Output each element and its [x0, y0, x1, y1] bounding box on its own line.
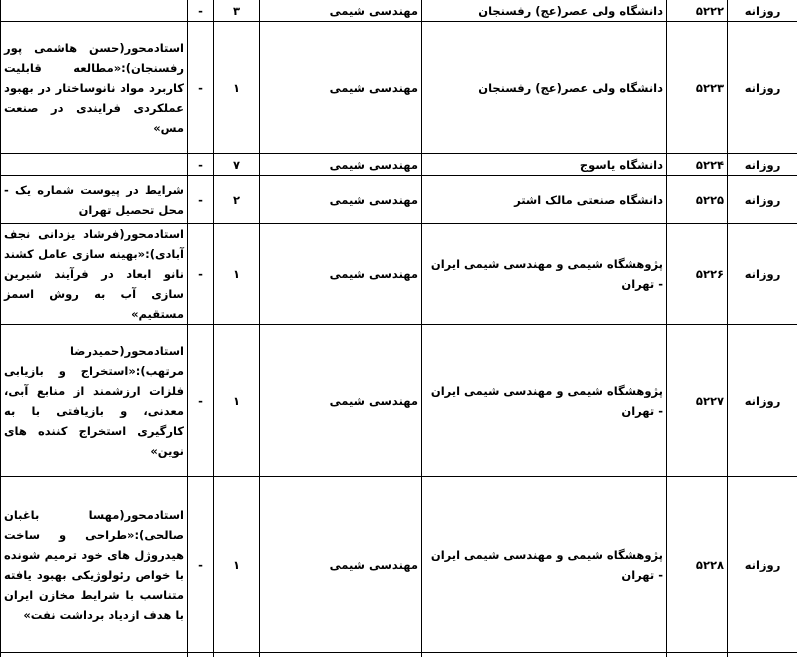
- cell-capacity: ۲: [214, 176, 260, 224]
- cell-course-type: روزانه: [728, 477, 797, 653]
- cell-notes: استادمحور(مهسا باغبان صالحی):«طراحی و ساخت هیدروژل های خود ترمیم شونده با خواص رئولوژیکی بهبود یافته متناسب با شرایط مخازن ایران با هدف ازدیاد برداشت نفت»: [1, 477, 188, 653]
- cell-field-name: مهندسی شیمی: [260, 0, 422, 22]
- cell-university: [422, 653, 667, 657]
- cell-notes: شرایط در پیوست شماره یک - محل تحصیل تهران: [1, 176, 188, 224]
- cell-field-name: مهندسی شیمی: [260, 154, 422, 176]
- cell-capacity: ۱: [214, 325, 260, 477]
- cell-field-name: مهندسی شیمی: [260, 22, 422, 154]
- cell-notes: استادمحور(فرشاد یزدانی نجف آبادی):«بهینه سازی عامل کشند نانو ابعاد در فرآیند شیرین سازی آب به روش اسمز مستقیم»: [1, 224, 188, 325]
- cell-capacity: ۷: [214, 154, 260, 176]
- cell-capacity: ۱: [214, 477, 260, 653]
- table-row: [1, 0, 797, 22]
- cell-notes: [1, 0, 188, 22]
- table-row: [1, 22, 797, 154]
- table-row: [1, 653, 797, 657]
- cell-course-type: روزانه: [728, 176, 797, 224]
- cell-field-code: ۵۲۲۸: [667, 477, 728, 653]
- cell-course-type: روزانه: [728, 154, 797, 176]
- cell-field-code: ۵۲۲۶: [667, 224, 728, 325]
- cell-field-code: ۵۲۲۳: [667, 22, 728, 154]
- cell-dash: -: [188, 325, 214, 477]
- cell-field-name: مهندسی شیمی: [260, 325, 422, 477]
- cell-university: دانشگاه صنعتی مالک اشتر: [422, 176, 667, 224]
- cell-notes: استادمحور(حسن هاشمی پور رفسنجان):«مطالعه قابلیت کاربرد مواد نانوساختار در بهبود عملکردی فرایندی در صنعت مس»: [1, 22, 188, 154]
- cell-capacity: [214, 653, 260, 657]
- cell-dash: -: [188, 224, 214, 325]
- cell-course-type: روزانه: [728, 0, 797, 22]
- cell-field-code: ۵۲۲۴: [667, 154, 728, 176]
- cell-field-name: مهندسی شیمی: [260, 477, 422, 653]
- cell-capacity: ۳: [214, 0, 260, 22]
- cell-field-code: [667, 653, 728, 657]
- cell-field-name: [260, 653, 422, 657]
- cell-notes: [1, 653, 188, 657]
- cell-university: پژوهشگاه شیمی و مهندسی شیمی ایران - تهران: [422, 325, 667, 477]
- cell-university: پژوهشگاه شیمی و مهندسی شیمی ایران - تهران: [422, 477, 667, 653]
- cell-dash: -: [188, 0, 214, 22]
- table-row: [1, 477, 797, 653]
- cell-capacity: ۱: [214, 22, 260, 154]
- cell-university: دانشگاه یاسوج: [422, 154, 667, 176]
- cell-notes: [1, 154, 188, 176]
- cell-dash: -: [188, 22, 214, 154]
- table-row: [1, 224, 797, 325]
- cell-course-type: روزانه: [728, 325, 797, 477]
- cell-dash: -: [188, 477, 214, 653]
- cell-university: دانشگاه ولی عصر(عج) رفسنجان: [422, 22, 667, 154]
- cell-dash: [188, 653, 214, 657]
- cell-dash: -: [188, 154, 214, 176]
- cell-field-name: مهندسی شیمی: [260, 224, 422, 325]
- table-row: [1, 176, 797, 224]
- cell-notes: استادمحور(حمیدرضا مرتهب):«استخراج و بازیابی فلزات ارزشمند از منابع آبی، معدنی، و بازیافتی با به کارگیری استخراج کننده های نوین»: [1, 325, 188, 477]
- cell-university: پژوهشگاه شیمی و مهندسی شیمی ایران - تهران: [422, 224, 667, 325]
- cell-field-code: ۵۲۲۵: [667, 176, 728, 224]
- cell-field-name: مهندسی شیمی: [260, 176, 422, 224]
- table-row: [1, 154, 797, 176]
- cell-field-code: ۵۲۲۷: [667, 325, 728, 477]
- table-row: [1, 325, 797, 477]
- cell-capacity: ۱: [214, 224, 260, 325]
- cell-course-type: روزانه: [728, 22, 797, 154]
- cell-dash: -: [188, 176, 214, 224]
- cell-field-code: ۵۲۲۲: [667, 0, 728, 22]
- cell-university: دانشگاه ولی عصر(عج) رفسنجان: [422, 0, 667, 22]
- cell-course-type: [728, 653, 797, 657]
- cell-course-type: روزانه: [728, 224, 797, 325]
